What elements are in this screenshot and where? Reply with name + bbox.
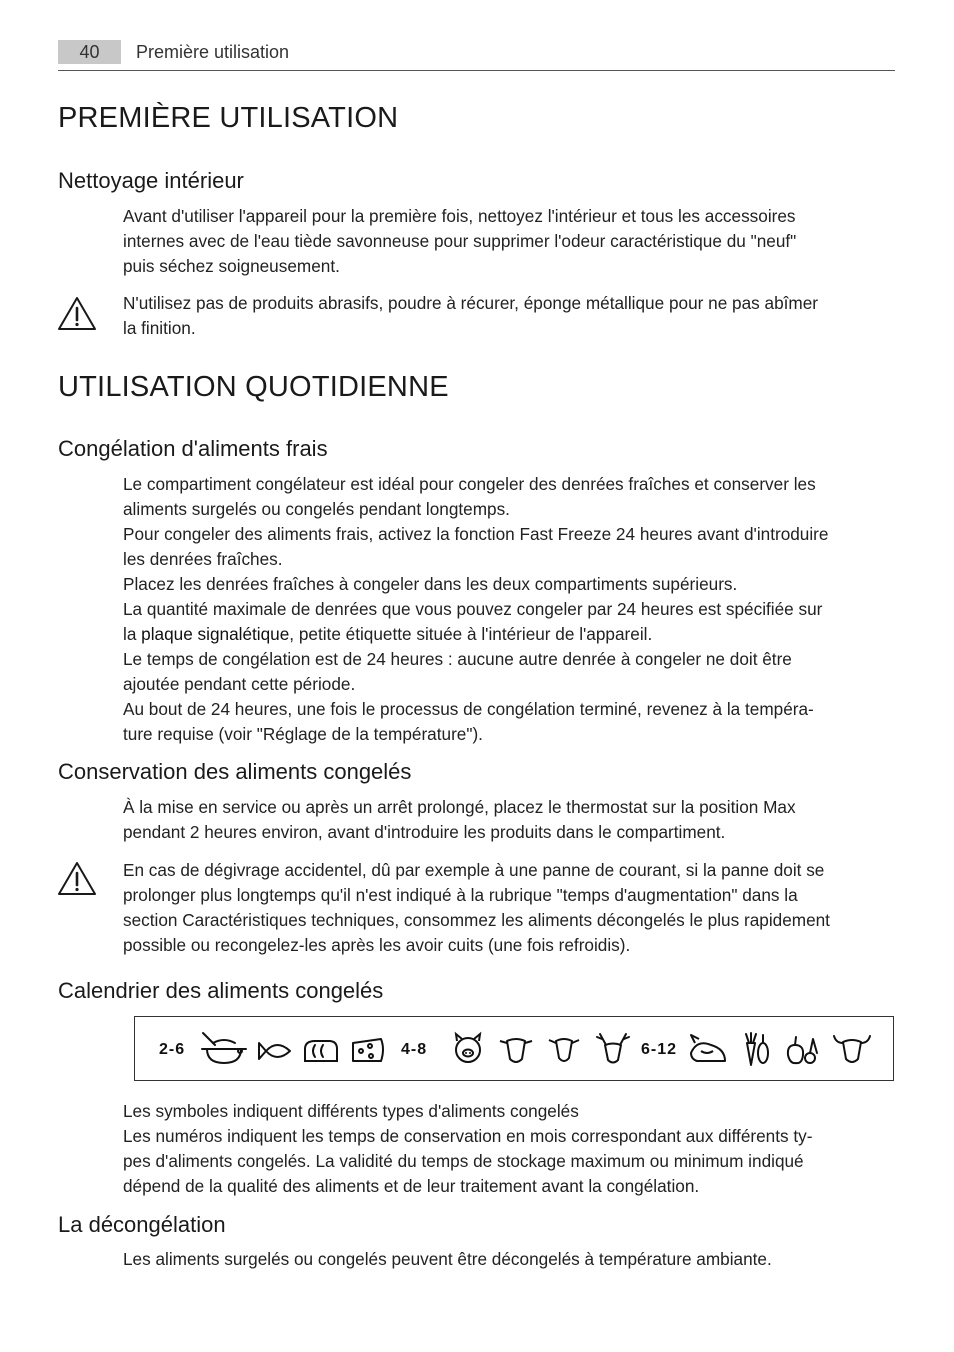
months-label-4-8: 4-8 — [401, 1041, 428, 1058]
plaque-signaletique-link[interactable]: plaque signalétique — [141, 624, 290, 644]
paragraph-nettoyage: Avant d'utiliser l'appareil pour la première fois, nettoyez l'intérieur et tous les accessoires internes avec de l'eau tiède savonneuse pour supprimer l'odeur caractéristique du "neuf" puis séchez soigneusement. — [123, 206, 797, 276]
pig-icon — [449, 1031, 487, 1067]
page-number: 40 — [58, 40, 121, 64]
page-header — [58, 40, 895, 71]
paragraph-symboles: Les symboles indiquent différents types d'aliments congelés Les numéros indiquent les temps de conservation en mois correspondant aux différents ty- pes d'aliments congelés. La validité du temps de stockage maximum ou minimum indiqué dépend de la qualité des aliments et de leur traitement avant la congélation. — [123, 1101, 813, 1196]
subsection-title-nettoyage: Nettoyage intérieur — [58, 168, 244, 193]
cheese-icon — [349, 1031, 389, 1067]
sheep-icon — [545, 1031, 583, 1067]
poultry-icon — [687, 1031, 729, 1067]
beef-icon — [831, 1031, 873, 1067]
frozen-food-symbols-box — [134, 1016, 894, 1081]
paragraph-decongelation: Les aliments surgelés ou congelés peuvent être décongelés à température ambiante. — [123, 1249, 772, 1269]
section-title-utilisation-quotidienne: UTILISATION QUOTIDIENNE — [58, 371, 449, 403]
fruit-icon — [783, 1031, 821, 1067]
bread-icon — [301, 1031, 341, 1067]
warning-text-degivrage: En cas de dégivrage accidentel, dû par exemple à une panne de courant, si la panne doit se prolonger plus longtemps qu'il n'est indiqué à la rubrique "temps d'augmentation" dans la section Caractéristiques techniques, consommez les aliments décongelés le plus rapidement possible ou recongelez-les après les avoir cuits (une fois refroidis). — [123, 860, 830, 955]
fish-icon — [255, 1031, 293, 1067]
warning-text-abrasifs: N'utilisez pas de produits abrasifs, poudre à récurer, éponge métallique pour ne pas abîmer la finition. — [123, 293, 819, 338]
soup-pot-icon — [199, 1031, 249, 1067]
deer-icon — [593, 1031, 633, 1067]
subsection-title-decongelation: La décongélation — [58, 1212, 226, 1237]
paragraph-conservation: À la mise en service ou après un arrêt prolongé, placez le thermostat sur la position Max pendant 2 heures environ, avant d'introduire les produits dans le compartiment. — [123, 797, 796, 842]
section-title-premiere-utilisation: PREMIÈRE UTILISATION — [58, 102, 399, 134]
months-label-6-12: 6-12 — [641, 1041, 678, 1058]
months-label-2-6: 2-6 — [159, 1041, 186, 1058]
calf-icon — [497, 1031, 535, 1067]
vegetables-icon — [739, 1031, 773, 1067]
header-title: Première utilisation — [136, 42, 290, 62]
warning-icon — [57, 296, 97, 332]
subsection-title-congelation: Congélation d'aliments frais — [58, 436, 328, 461]
warning-icon — [57, 861, 97, 897]
subsection-title-conservation: Conservation des aliments congelés — [58, 759, 412, 784]
paragraph-congelation: Le compartiment congélateur est idéal pour congeler des denrées fraîches et conserver les aliments surgelés ou congelés pendant longtemps. Pour congeler des aliments frais, activez la fonction Fast Freeze 24 heures avant d'introduire les denrées fraîches. Placez les denrées fraîches à congeler dans les deux compartiments supérieurs. La quantité maximale de denrées que vous pouvez congeler par 24 heures est spécifiée sur la plaque signalétique, petite étiquette située à l'intérieur de l'appareil. Le temps de congélation est de 24 heures : aucune autre denrée à congeler ne doit être ajoutée pendant cette période. Au bout de 24 heures, une fois le processus de congélation terminé, revenez à la tempéra- ture requise (voir "Réglage de la température"). — [123, 474, 829, 744]
subsection-title-calendrier: Calendrier des aliments congelés — [58, 978, 384, 1003]
